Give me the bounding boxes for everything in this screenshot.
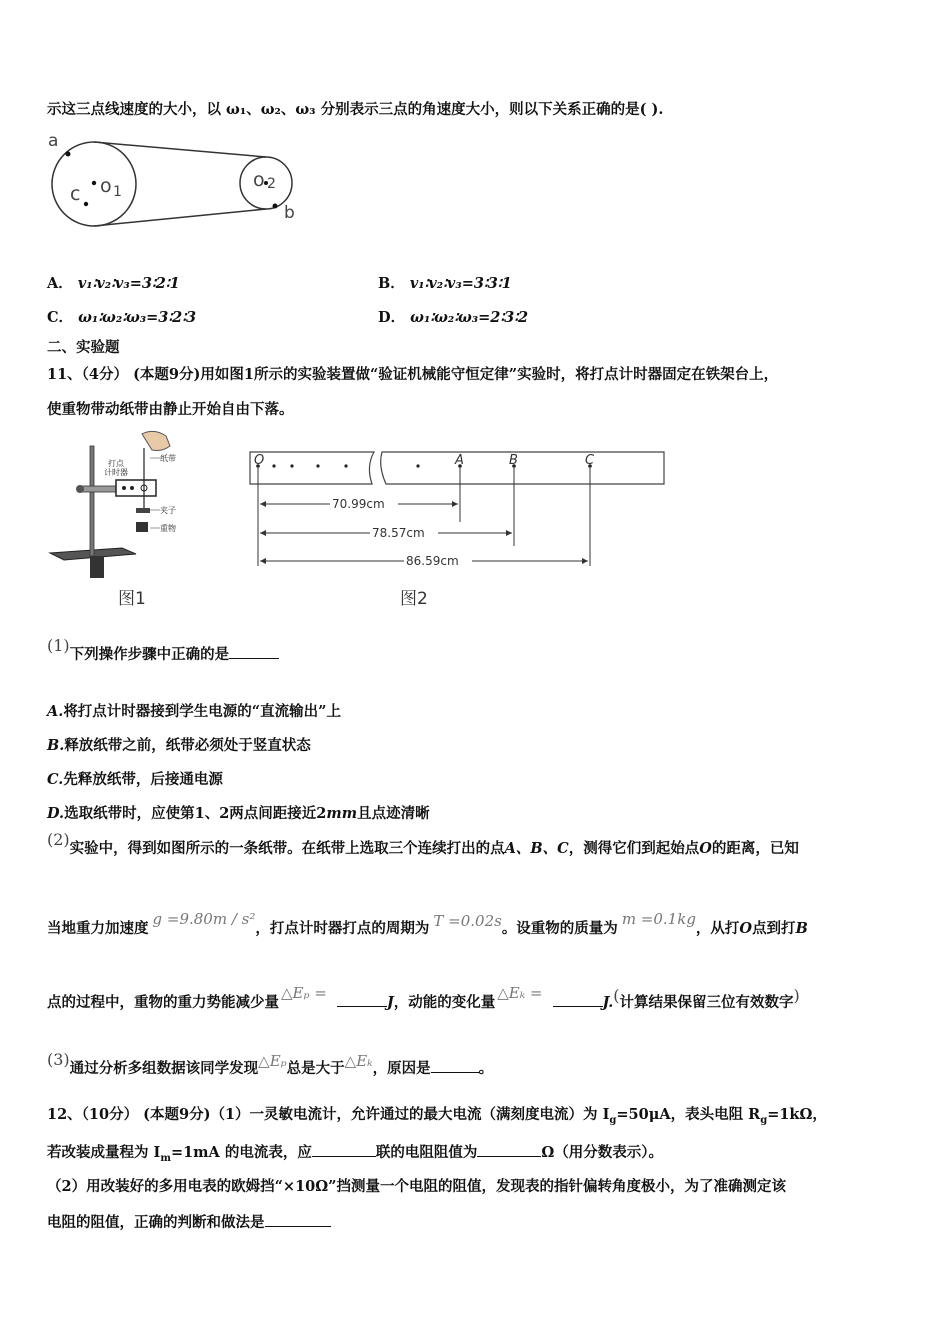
tape-right-part (381, 452, 664, 484)
stand-pole (90, 446, 94, 556)
part2-point-o: O (699, 840, 712, 857)
q12-sub-m: m (160, 1152, 171, 1164)
q12-line4 (47, 1212, 331, 1233)
label-o2-sub: 2 (267, 176, 276, 192)
part1-option-d (47, 804, 430, 824)
part2-line1-post: 的距离，已知 (711, 840, 799, 857)
q11-part1 (47, 636, 279, 665)
part1-blank[interactable] (229, 644, 279, 659)
part3-pre: 通过分析多组数据该同学发现 (69, 1060, 259, 1077)
ep-blank[interactable] (337, 992, 387, 1007)
point-a (66, 152, 71, 157)
ek-pre: ，动能的变化量 (393, 994, 496, 1011)
stand-foot (90, 556, 104, 578)
tape-left-part (250, 452, 374, 484)
part1-stem: 下列操作步骤中正确的是 (69, 646, 230, 663)
figure2-tape (246, 446, 670, 572)
q12-line2-a: 若改装成量程为 I (47, 1144, 161, 1161)
distance-ob: 78.57cm (372, 526, 425, 540)
part1-c-text: 先释放纸带，后接通电源 (63, 771, 223, 788)
label-o2: o (253, 169, 265, 191)
option-d-letter: D． (378, 309, 406, 326)
figure2-label: 图2 (400, 589, 428, 609)
to-point-b: B (795, 920, 808, 937)
q12-line1-c: =1kΩ， (767, 1106, 827, 1123)
timer-label-1: 打点 (108, 459, 124, 468)
part2-line1-pre: 实验中，得到如图所示的一条纸带。在纸带上选取三个连续打出的点 (69, 840, 505, 857)
tape-point-o: O (254, 453, 265, 468)
part1-d-post: 且点迹清晰 (357, 805, 430, 822)
q12-blank-resistance[interactable] (477, 1142, 541, 1157)
hand-icon (142, 431, 170, 450)
figure1-label: 图1 (118, 589, 146, 609)
q12-line4-text: 电阻的阻值，正确的判断和做法是 (47, 1214, 265, 1231)
part3-ep: △Eₚ (258, 1052, 287, 1070)
center-o1 (92, 181, 96, 185)
option-b-text: v₁∶v₂∶v₃=3∶3∶1 (409, 275, 512, 292)
unit-j1: J (386, 994, 394, 1011)
q11-part3 (47, 1050, 494, 1079)
q12-sub-g2: g (760, 1114, 768, 1126)
ep-pre: 点的过程中，重物的重力势能减少量 (47, 994, 279, 1011)
q10-intro: 示这三点线速度的大小，以 ω₁、ω₂、ω₃ 分别表示三点的角速度大小，则以下关系正确的是( ). (47, 101, 664, 118)
part1-a-text: 将打点计时器接到学生电源的“直流输出”上 (63, 703, 341, 720)
tape-point-a: A (455, 453, 464, 468)
part3-blank[interactable] (431, 1058, 479, 1073)
from-text: ，从打 (695, 920, 740, 937)
from-point-o: O (739, 920, 753, 937)
belt-top (94, 142, 266, 157)
note-text: 计算结果保留三位有效数字 (619, 994, 794, 1011)
ek-blank[interactable] (553, 992, 603, 1007)
timer-label-2: 计时器 (104, 468, 128, 477)
q12-line1-a: 12、（10分） (本题9分)（1）一灵敏电流计，允许通过的最大电流（满刻度电流）为 I (47, 1106, 610, 1123)
part1-b-letter: B. (47, 737, 65, 754)
clip (136, 508, 150, 513)
part3-end: 。 (478, 1060, 494, 1077)
q12-line3: （2）用改装好的多用电表的欧姆挡“×10Ω”挡测量一个电阻的阻值，发现表的指针偏转角度极小，为了准确测定该 (47, 1178, 787, 1195)
q11-line1: 11、（4分） (本题9分)用如图1所示的实验装置做“验证机械能守恒定律”实验时，将打点计时器固定在铁架台上， (47, 366, 779, 383)
label-o1-sub: 1 (113, 184, 122, 200)
part1-option-c (47, 770, 223, 790)
figure1-apparatus (44, 428, 204, 586)
option-d-text: ω₁∶ω₂∶ω₃=2∶3∶2 (410, 309, 529, 326)
part1-c-letter: C. (47, 771, 64, 788)
option-a (47, 272, 180, 293)
ep-symbol: △Eₚ = (281, 984, 327, 1002)
part3-mid: 总是大于 (286, 1060, 345, 1077)
option-a-letter: A． (47, 275, 73, 292)
option-b-letter: B． (378, 275, 405, 292)
q12-line2 (47, 1142, 663, 1169)
part3-ek: △Eₖ (344, 1052, 373, 1070)
option-c (47, 306, 196, 327)
q12-line2-d: Ω（用分数表示）。 (541, 1144, 663, 1161)
tape-point-c: C (585, 453, 595, 468)
g-pre: 当地重力加速度 (47, 920, 149, 937)
point-c (84, 202, 88, 206)
section-heading: 二、实验题 (47, 339, 120, 356)
unit-j2: J. (602, 994, 614, 1011)
part2-line1-mid: ，测得它们到起始点 (568, 840, 700, 857)
label-o1: o (100, 175, 112, 197)
q12-line2-b: =1mA 的电流表，应 (170, 1144, 312, 1161)
label-a: a (48, 131, 59, 151)
q12-blank-method[interactable] (265, 1212, 331, 1227)
g-equation: g =9.80m / s² (152, 910, 256, 928)
q11-part2-line1 (47, 830, 799, 859)
weight-block (136, 522, 148, 532)
m-equation: m =0.1kg (621, 910, 696, 928)
q11-part2-line3 (47, 984, 800, 1013)
distance-oa: 70.99cm (332, 497, 385, 511)
part1-option-a (47, 702, 341, 722)
distance-oc: 86.59cm (406, 554, 459, 568)
q12-blank-connection[interactable] (312, 1142, 376, 1157)
weight-label: 重物 (160, 524, 176, 533)
t-equation: T =0.02s (433, 912, 502, 930)
part2-points: A、B、C (504, 840, 569, 857)
part1-number: (1) (47, 636, 70, 655)
q11-line2: 使重物带动纸带由静止开始自由下落。 (47, 401, 294, 418)
part2-number: (2) (47, 830, 70, 849)
part3-number: (3) (47, 1050, 70, 1069)
part1-a-letter: A. (47, 703, 64, 720)
part1-option-b (47, 736, 311, 756)
t-pre: ，打点计时器打点的周期为 (255, 920, 430, 937)
option-c-letter: C． (47, 309, 74, 326)
part1-d-letter: D. (47, 805, 65, 822)
tape-point-b: B (509, 453, 518, 468)
pulley-figure (40, 128, 310, 238)
option-a-text: v₁∶v₂∶v₃=3∶2∶1 (77, 275, 180, 292)
q12-line1 (47, 1105, 827, 1131)
part1-b-text: 释放纸带之前，纸带必须处于竖直状态 (64, 737, 311, 754)
option-b (378, 272, 512, 293)
part1-d-pre: 选取纸带时，应使第1、2两点间距接近2 (64, 805, 327, 822)
m-pre: 。设重物的质量为 (501, 920, 618, 937)
option-c-text: ω₁∶ω₂∶ω₃=3∶2∶3 (78, 309, 197, 326)
part1-d-unit: mm (326, 805, 358, 822)
tape-label: 纸带 (160, 454, 176, 463)
label-c: c (70, 183, 81, 205)
note-open: ( (613, 986, 620, 1005)
clip-label: 夹子 (160, 506, 176, 515)
point-b (273, 204, 278, 209)
label-b: b (284, 203, 295, 223)
q12-line2-c: 联的电阻阻值为 (375, 1144, 478, 1161)
to-text: 点到打 (752, 920, 796, 937)
option-d (378, 306, 528, 327)
ek-symbol: △Eₖ = (497, 984, 543, 1002)
part3-post: ，原因是 (372, 1060, 431, 1077)
note-close: ) (793, 986, 800, 1005)
q12-line1-b: =50μA，表头电阻 R (616, 1106, 761, 1123)
q12-sub-g1: g (609, 1114, 617, 1126)
clamp-knob (76, 485, 84, 493)
q11-part2-line2 (47, 910, 808, 939)
